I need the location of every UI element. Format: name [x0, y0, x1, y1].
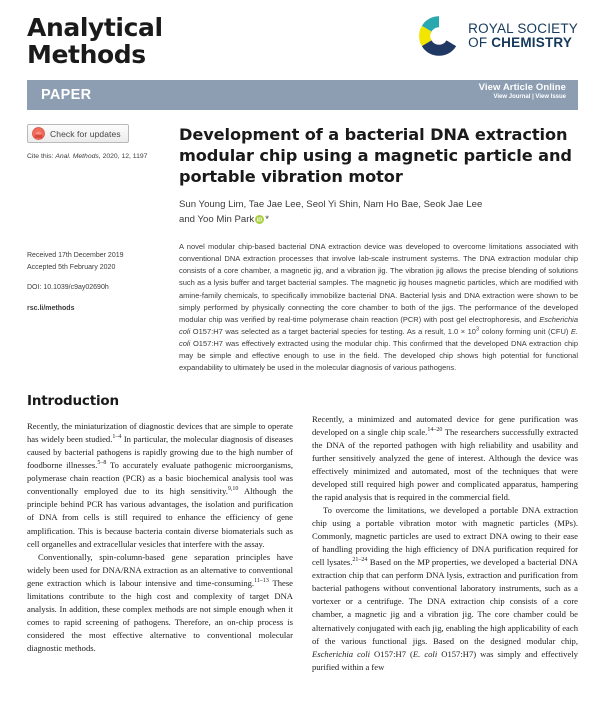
abstract-italic1: Escherichia coli: [179, 314, 578, 336]
intro-p2-a: Conventionally, spin-column-based gene separation principles have widely been used for DNA/RNA extraction as an alternative to conventional gene extraction which is labour intensive and time-consuming.: [27, 551, 293, 588]
intro-p2-b: These limitations contribute to the high cost and complexity of target DNA analysis. In addition, these complex methods are not simple enough when it comes to rapid screening of pathogens. Therefore, an on-chip process is considered the most effective alternative to conventional molecular diagnostic methods.: [27, 577, 293, 654]
author-list: [179, 198, 578, 227]
view-article-online-block[interactable]: [479, 82, 566, 102]
intro-p4-c: O157:H7 (: [369, 648, 413, 659]
crossmark-icon: [32, 127, 45, 140]
intro-p3-b: The researchers successfully extracted the DNA of the reported pathogen with high reliability and usability and further sensitively analyzed the gene of interest. Although the device was effectively minimized and automated, most of the techniques that were developed still required high power and complicated apparatus, hampering the rapid analysis that is required in the commercial field.: [312, 426, 578, 502]
body-column-right: [312, 391, 578, 674]
paper-type-bar: [27, 80, 578, 110]
view-journal-issue-links[interactable]: [479, 94, 566, 102]
abstract-part4: O157:H7 was effectively extracted using the modular chip. This confirmed that the developed DNA extraction chip may be simple and effective enough to use in the field. The developed chip shows high potential for functional expandability to ultimately be used in the molecular diagnosis of various pathogens.: [179, 339, 578, 373]
intro-p1-c: To accurately evaluate pathogenic microorganisms, polymerase chain reaction (PCR) as a basic biochemical analysis tool was conventionally employed due to its high sensitivity.: [27, 460, 293, 497]
intro-p4-b: Based on the MP properties, we developed a bacterial DNA extraction chip that can perform DNA lysis, extraction and purification from bacterial pathogens without conventional laboratory instruments, such as a vortexer or a centrifuge. The DNA extraction chip consists of a core chamber, a magnetic jig and a vibration jig. The core chamber could be alternatively conjugated with each jig, enabling the high applicability of each of the various functional jigs. Based on the designed modular chip,: [312, 557, 578, 646]
article-title-column: [179, 124, 578, 375]
abstract-sup1: 3: [475, 326, 480, 333]
rsc-logo-of: OF: [468, 35, 492, 50]
rsc-logo-line2: [468, 36, 578, 50]
cite-this-journal: Anal. Methods,: [55, 153, 101, 160]
journal-title-line1: Analytical: [27, 13, 163, 42]
author-line-2: and Yoo Min Park: [179, 213, 255, 225]
article-header: [0, 110, 600, 375]
intro-p1-d: Although the principle behind PCR has various advantages, the isolation and purification of DNA from cells is still required to enhance the efficiency of gene amplification. This is because bacteria contain diverse biomaterials such as cell organelles and extracellular vesicles that interfere with the assay.: [27, 486, 293, 549]
intro-p1-a: Recently, the miniaturization of diagnostic devices that are simple to operate has widely been studied.: [27, 421, 293, 445]
cite-this-line: [27, 152, 169, 162]
accepted-date: Accepted 5th February 2020: [27, 264, 116, 272]
abstract-italic2: E. coli: [179, 326, 579, 349]
abstract-part3: colony forming unit (CFU): [479, 326, 571, 336]
article-meta-column: [27, 124, 179, 375]
doi-line: DOI: 10.1039/c9ay02690h: [27, 284, 109, 292]
rsc-logo-wordmark: [468, 22, 578, 50]
check-for-updates-label: Check for updates: [50, 128, 121, 139]
rsc-logo-chemistry: CHEMISTRY: [491, 35, 573, 50]
abstract-text: [179, 241, 578, 375]
page-title: Development of a bacterial DNA extraction modular chip using a magnetic particle and portable vibration motor: [179, 125, 572, 187]
introduction-heading: Introduction: [27, 392, 119, 409]
publication-dates-block: [27, 250, 169, 315]
abstract-part2: O157:H7 was selected as a target bacterial species for testing. As a result, 1.0 × 10: [190, 326, 476, 336]
intro-p4-a: To overcome the limitations, we developed a portable DNA extraction chip using a portable vibration motor with magnetic particles (MPs). Commonly, magnetic particles are used to extract DNA owing to their ease of handling providing the high efficiency of DNA purification required for cell lysates.: [312, 504, 578, 568]
svg-text:iD: iD: [256, 217, 263, 224]
intro-p1-b: In particular, the molecular diagnosis of diseases caused by bacterial pathogens is rapidly growing due to the high number of foodborne illnesses.: [27, 434, 293, 471]
intro-p4-d: O157:H7) was simply and effectively purified within a few: [312, 648, 578, 672]
body-column-left: [27, 391, 293, 674]
intro-paragraph-4: [312, 504, 578, 674]
intro-p3-a: Recently, a minimized and automated device for gene purification was developed on a single chip scale.: [312, 413, 578, 437]
intro-paragraph-1: [27, 420, 293, 551]
intro-p1-ref2[interactable]: 5–8: [97, 460, 107, 467]
rsc-logo-line1: ROYAL SOCIETY: [468, 20, 578, 36]
intro-p4-italic1: Escherichia coli: [312, 648, 370, 659]
intro-p1-ref3[interactable]: 9,10: [227, 486, 239, 493]
intro-p2-ref1[interactable]: 11–13: [254, 577, 269, 584]
view-issue-link[interactable]: View Issue: [535, 93, 566, 100]
view-journal-link[interactable]: View Journal: [493, 93, 531, 100]
cite-this-rest: 2020, 12, 1197: [100, 153, 148, 160]
intro-paragraph-2: [27, 551, 293, 656]
received-date: Received 17th December 2019: [27, 251, 124, 259]
author-line-2-wrapper: [179, 213, 578, 227]
view-article-online-link[interactable]: View Article Online: [478, 82, 566, 93]
intro-p4-ref1[interactable]: 21–24: [352, 557, 368, 564]
paper-type-label: PAPER: [41, 87, 92, 103]
author-line-1: Sun Young Lim, Tae Jae Lee, Seol Yi Shin, Nam Ho Bae, Seok Jae Lee: [179, 199, 483, 211]
check-for-updates-button[interactable]: [27, 124, 129, 143]
rsc-li-link[interactable]: rsc.li/methods: [27, 304, 75, 312]
intro-p1-ref1[interactable]: 1–4: [112, 434, 122, 441]
column-top-spacer: [312, 391, 578, 413]
corresponding-author-marker: *: [265, 213, 269, 225]
intro-p3-ref1[interactable]: 14–20: [427, 426, 443, 433]
journal-masthead: [0, 0, 600, 78]
orcid-icon[interactable]: [255, 215, 264, 224]
rsc-c-mark-icon: [417, 14, 461, 58]
intro-paragraph-3: [312, 413, 578, 504]
intro-p4-italic2: E. coli: [412, 648, 438, 659]
article-body: [0, 375, 600, 674]
royal-society-of-chemistry-logo: [417, 14, 578, 58]
cite-this-prefix: Cite this:: [27, 153, 56, 160]
journal-title-line2: Methods: [27, 40, 146, 69]
link-separator: |: [530, 93, 536, 100]
abstract-part1: A novel modular chip-based bacterial DNA extraction device was developed to overcome limitations associated with conventional DNA extraction processes that involve lab-scale instrument systems. The DNA extraction modular chip consists of a core chamber, a magnetic jig, and a vibration jig. The vibration jig allows the precise blending of solutions such as a lysis buffer and target bacterial samples. The magnetic jig houses magnetic particles, which are modified with amine-family chemicals, to specifically immobilize bacterial DNA. Bacterial lysis and DNA extraction were shown to be simply performed by physically connecting the core chamber to both of the jigs. The performance of the developed modular chip was verified by real-time polymerase chain reaction (PCR) with post gel electrophoresis, and: [179, 241, 578, 324]
